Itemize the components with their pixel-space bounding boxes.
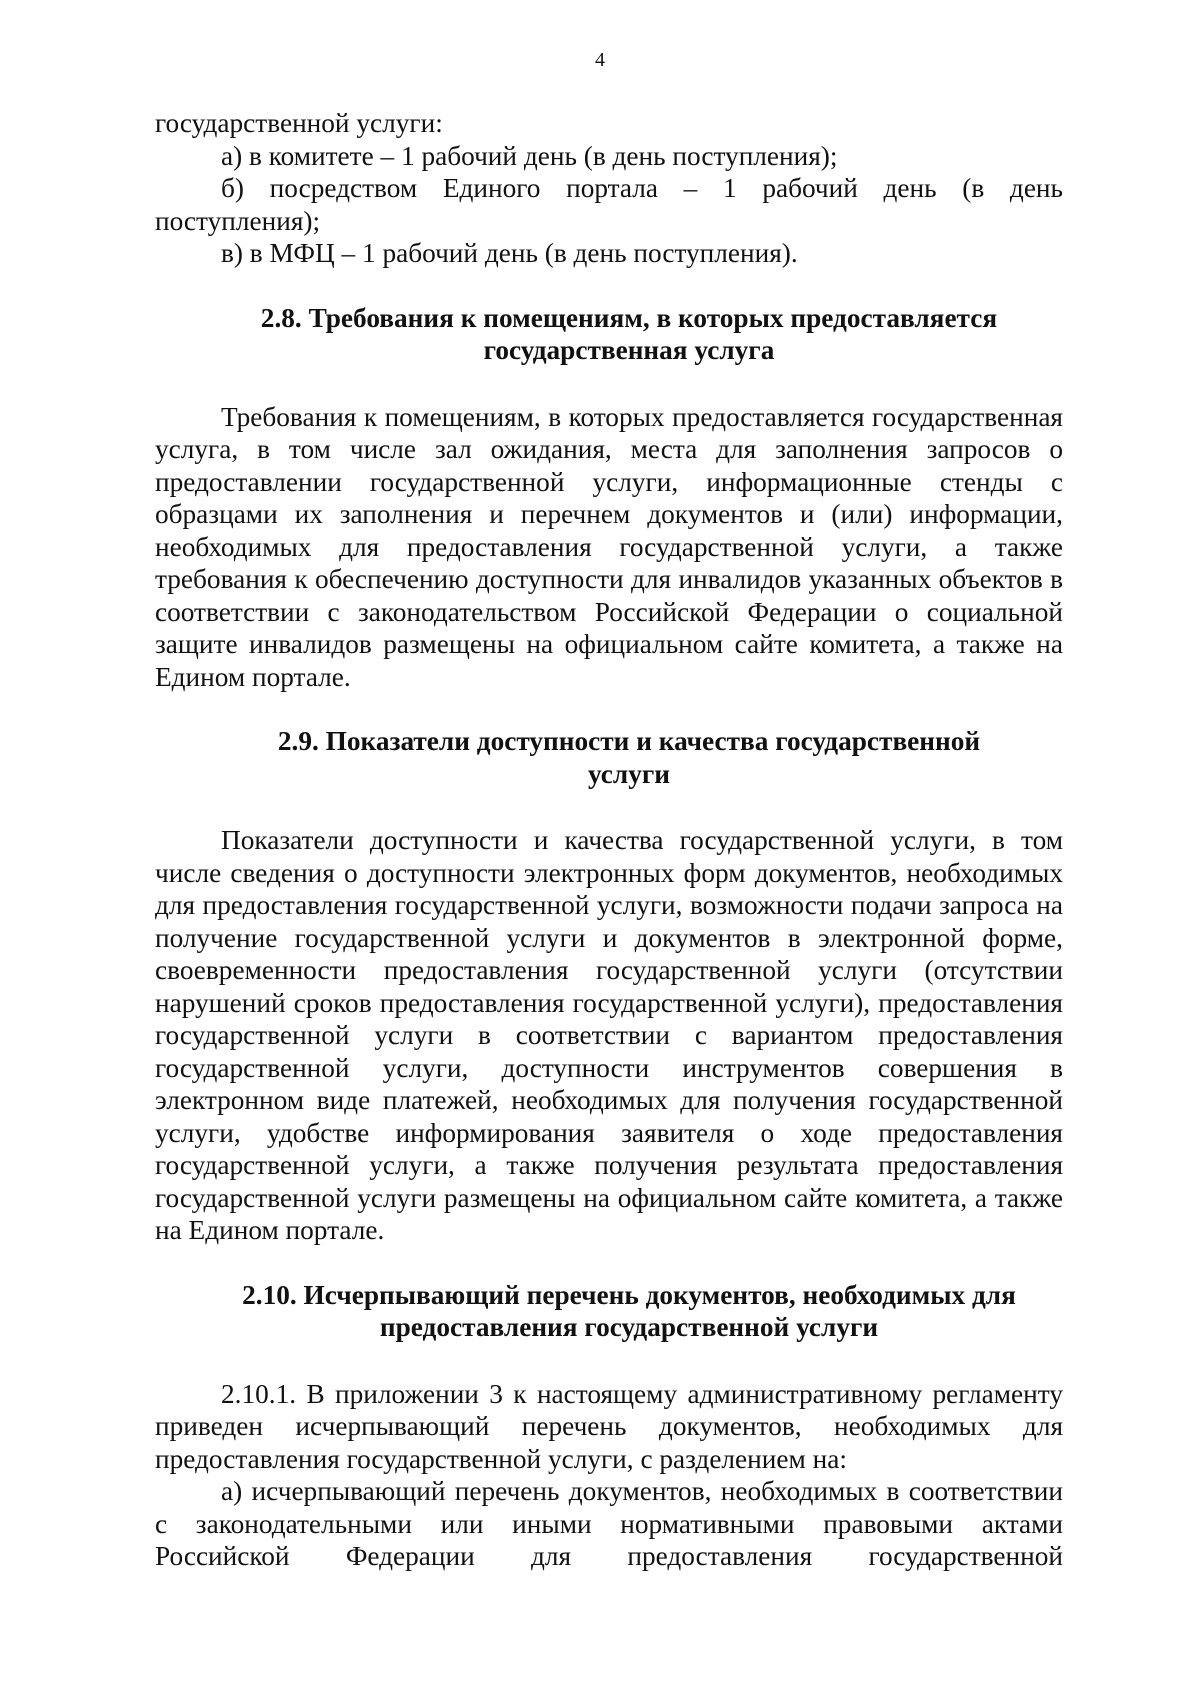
paragraph-premises-requirements: Требования к помещениям, в которых предоставляется государственная услуга, в том числе зал ожидания, места для заполнения запросов о предоставлении государственной услуги, информационные стенды с образцами их заполнения и перечнем документов и (или) информации, необходимых для предоставления государственной услуги, а также требования к обеспечению доступности для инвалидов указанных объектов в соответствии с законодательством Российской Федерации о социальной защите инвалидов размещены на официальном сайте комитета, а также на Едином портале. [155,401,1063,692]
list-item-exhaustive-list-a: а) исчерпывающий перечень документов, необходимых в соответствии с законодательными или иными нормативными правовыми актами Российской Федерации для предоставления государственной [155,1476,1063,1571]
document-body [155,107,1063,1573]
section-heading-2-9: 2.9. Показатели доступности и качества государственной услуги [277,726,981,789]
paragraph-availability-indicators: Показатели доступности и качества государственной услуги, в том числе сведения о доступности электронных форм документов, необходимых для предоставления государственной услуги, возможности подачи запроса на получение государственной услуги и документов в электронной форме, своевременности предоставления государственной услуги (отсутствии нарушений сроков предоставления государственной услуги), предоставления государственной услуги в соответствии с вариантом предоставления государственной услуги, доступности инструментов совершения в электронном виде платежей, необходимых для получения государственной услуги, удобстве информирования заявителя о ходе предоставления государственной услуги, а также получения результата предоставления государственной услуги размещены на официальном сайте комитета, а также на Едином портале. [155,825,1063,1245]
paragraph-service-term-continuation: государственной услуги: [155,108,443,138]
list-item-committee-term: а) в комитете – 1 рабочий день (в день поступления); [221,140,838,171]
list-item-portal-term: б) посредством Единого портала – 1 рабочий день (в день поступления); [155,173,1063,236]
list-item-mfc-term: в) в МФЦ – 1 рабочий день (в день поступления). [221,238,798,268]
section-heading-2-10: 2.10. Исчерпывающий перечень документов, необходимых для предоставления государственной услуги [242,1279,1016,1342]
paragraph-2-10-1: 2.10.1. В приложении 3 к настоящему административному регламенту приведен исчерпывающий перечень документов, необходимых для предоставления государственной услуги, с разделением на: [155,1378,1063,1474]
page-number: 4 [595,49,605,71]
section-heading-2-8: 2.8. Требования к помещениям, в которых предоставляется государственная услуга [260,302,998,365]
